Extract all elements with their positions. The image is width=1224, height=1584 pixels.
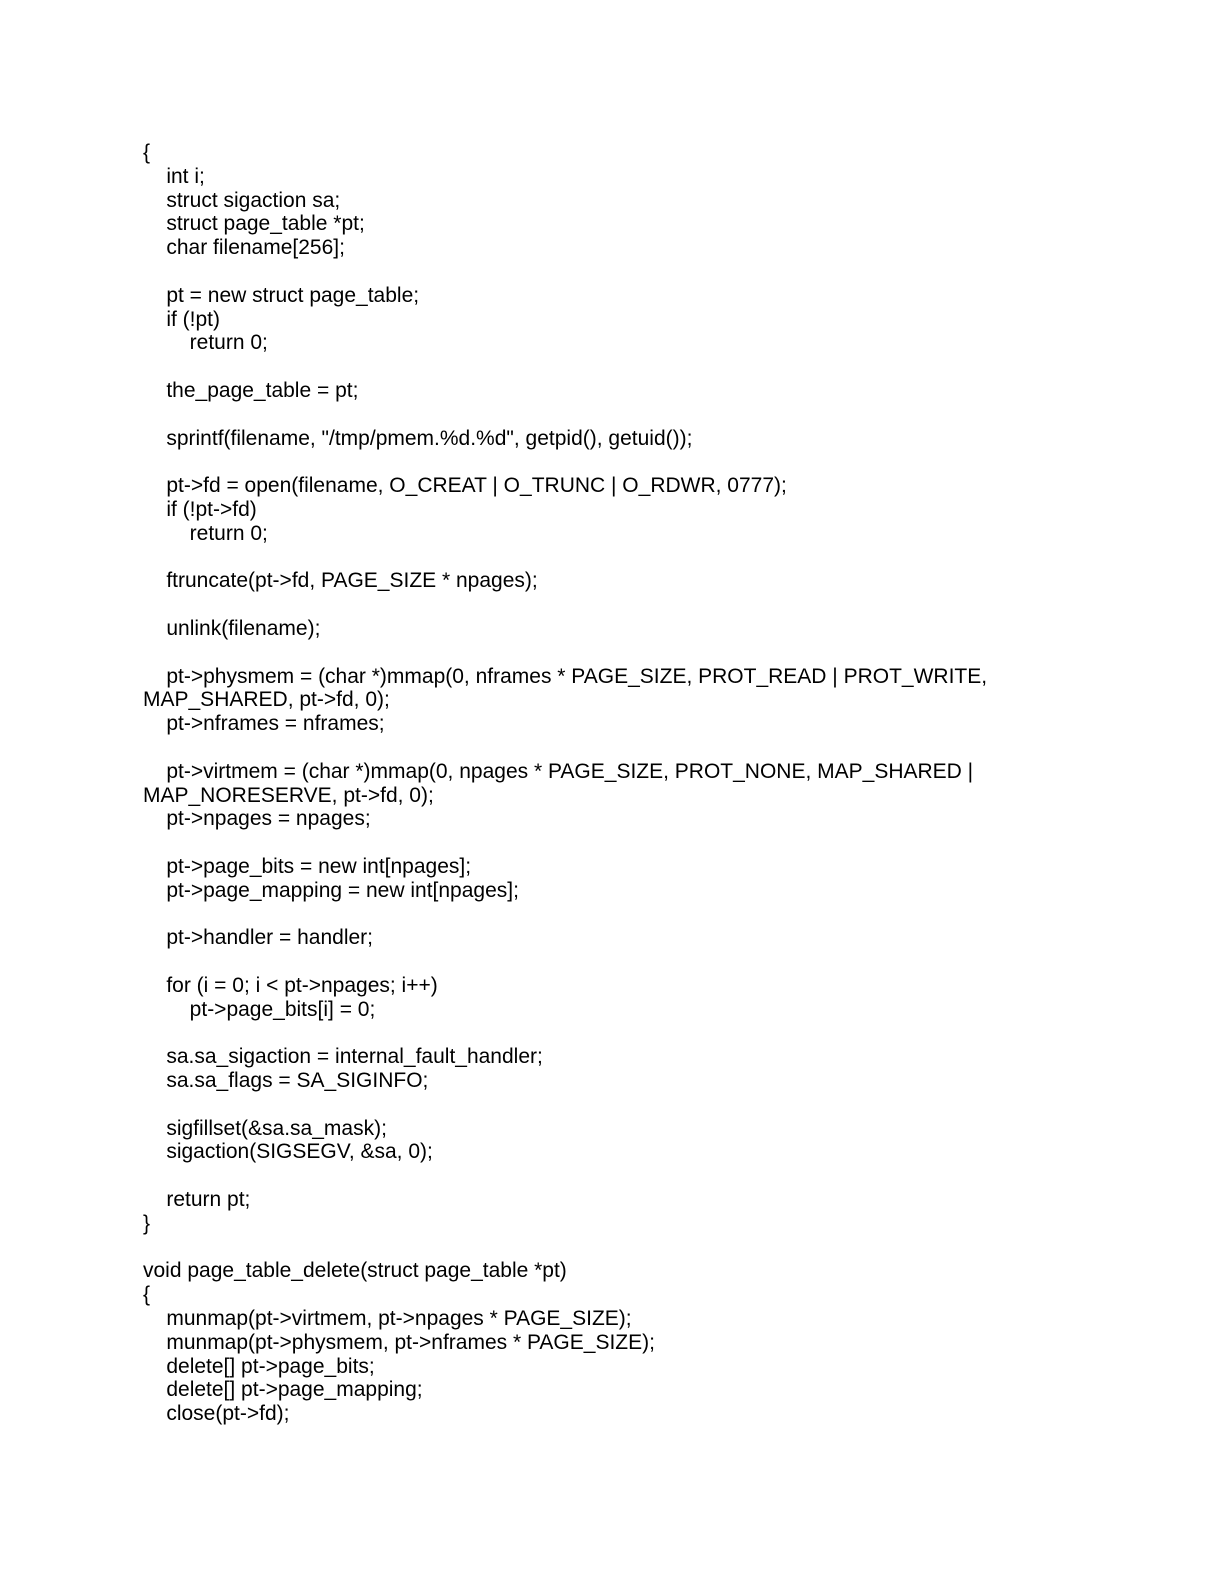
code-line: [143, 1021, 1143, 1045]
code-line: pt->page_mapping = new int[npages];: [143, 878, 519, 902]
code-line: [143, 831, 1143, 855]
code-line: MAP_SHARED, pt->fd, 0);: [143, 688, 390, 712]
code-document: [143, 141, 1143, 1426]
code-line: pt->page_bits = new int[npages];: [143, 854, 472, 878]
code-line: pt->handler = handler;: [143, 926, 373, 950]
code-line: {: [143, 141, 151, 164]
code-line: [143, 593, 1143, 617]
code-line: if (!pt->fd): [143, 497, 257, 521]
code-line: return 0;: [143, 521, 268, 545]
code-line: [143, 260, 1143, 284]
code-line: {: [143, 1283, 151, 1307]
code-line: [143, 450, 1143, 474]
code-line: pt = new struct page_table;: [143, 283, 420, 307]
code-line: if (!pt): [143, 307, 221, 331]
code-line: [143, 641, 1143, 665]
code-line: munmap(pt->physmem, pt->nframes * PAGE_SIZE);: [143, 1330, 655, 1354]
code-line: [143, 1236, 1143, 1260]
code-line: return 0;: [143, 331, 268, 355]
code-line: sprintf(filename, "/tmp/pmem.%d.%d", getpid(), getuid());: [143, 426, 693, 450]
code-line: [143, 903, 1143, 927]
code-line: sigfillset(&sa.sa_mask);: [143, 1116, 387, 1140]
code-line: [143, 950, 1143, 974]
code-line: pt->virtmem = (char *)mmap(0, npages * PAGE_SIZE, PROT_NONE, MAP_SHARED |: [143, 759, 974, 783]
code-line: munmap(pt->virtmem, pt->npages * PAGE_SIZE);: [143, 1307, 632, 1331]
code-line: void page_table_delete(struct page_table *pt): [143, 1259, 567, 1283]
code-line: int i;: [143, 164, 205, 188]
code-line: [143, 403, 1143, 427]
code-line: [143, 355, 1143, 379]
code-line: sigaction(SIGSEGV, &sa, 0);: [143, 1140, 433, 1164]
code-line: pt->fd = open(filename, O_CREAT | O_TRUNC | O_RDWR, 0777);: [143, 474, 787, 498]
code-line: close(pt->fd);: [143, 1402, 290, 1426]
code-line: ftruncate(pt->fd, PAGE_SIZE * npages);: [143, 569, 538, 593]
code-line: pt->nframes = nframes;: [143, 712, 385, 736]
code-line: delete[] pt->page_bits;: [143, 1354, 375, 1378]
code-line: [143, 1164, 1143, 1188]
code-line: struct sigaction sa;: [143, 188, 341, 212]
code-line: unlink(filename);: [143, 616, 321, 640]
code-line: sa.sa_flags = SA_SIGINFO;: [143, 1069, 429, 1093]
code-line: MAP_NORESERVE, pt->fd, 0);: [143, 783, 434, 807]
code-line: }: [143, 1211, 151, 1235]
code-line: char filename[256];: [143, 236, 345, 260]
code-line: for (i = 0; i < pt->npages; i++): [143, 973, 438, 997]
code-line: [143, 736, 1143, 760]
code-line: pt->npages = npages;: [143, 807, 371, 831]
code-line: sa.sa_sigaction = internal_fault_handler;: [143, 1045, 543, 1069]
code-line: pt->physmem = (char *)mmap(0, nframes * PAGE_SIZE, PROT_READ | PROT_WRITE,: [143, 664, 988, 688]
code-line: pt->page_bits[i] = 0;: [143, 997, 376, 1021]
code-line: delete[] pt->page_mapping;: [143, 1378, 423, 1402]
code-line: [143, 546, 1143, 570]
code-line: struct page_table *pt;: [143, 212, 365, 236]
code-line: the_page_table = pt;: [143, 378, 359, 402]
code-line: return pt;: [143, 1188, 251, 1212]
code-line: [143, 1093, 1143, 1117]
